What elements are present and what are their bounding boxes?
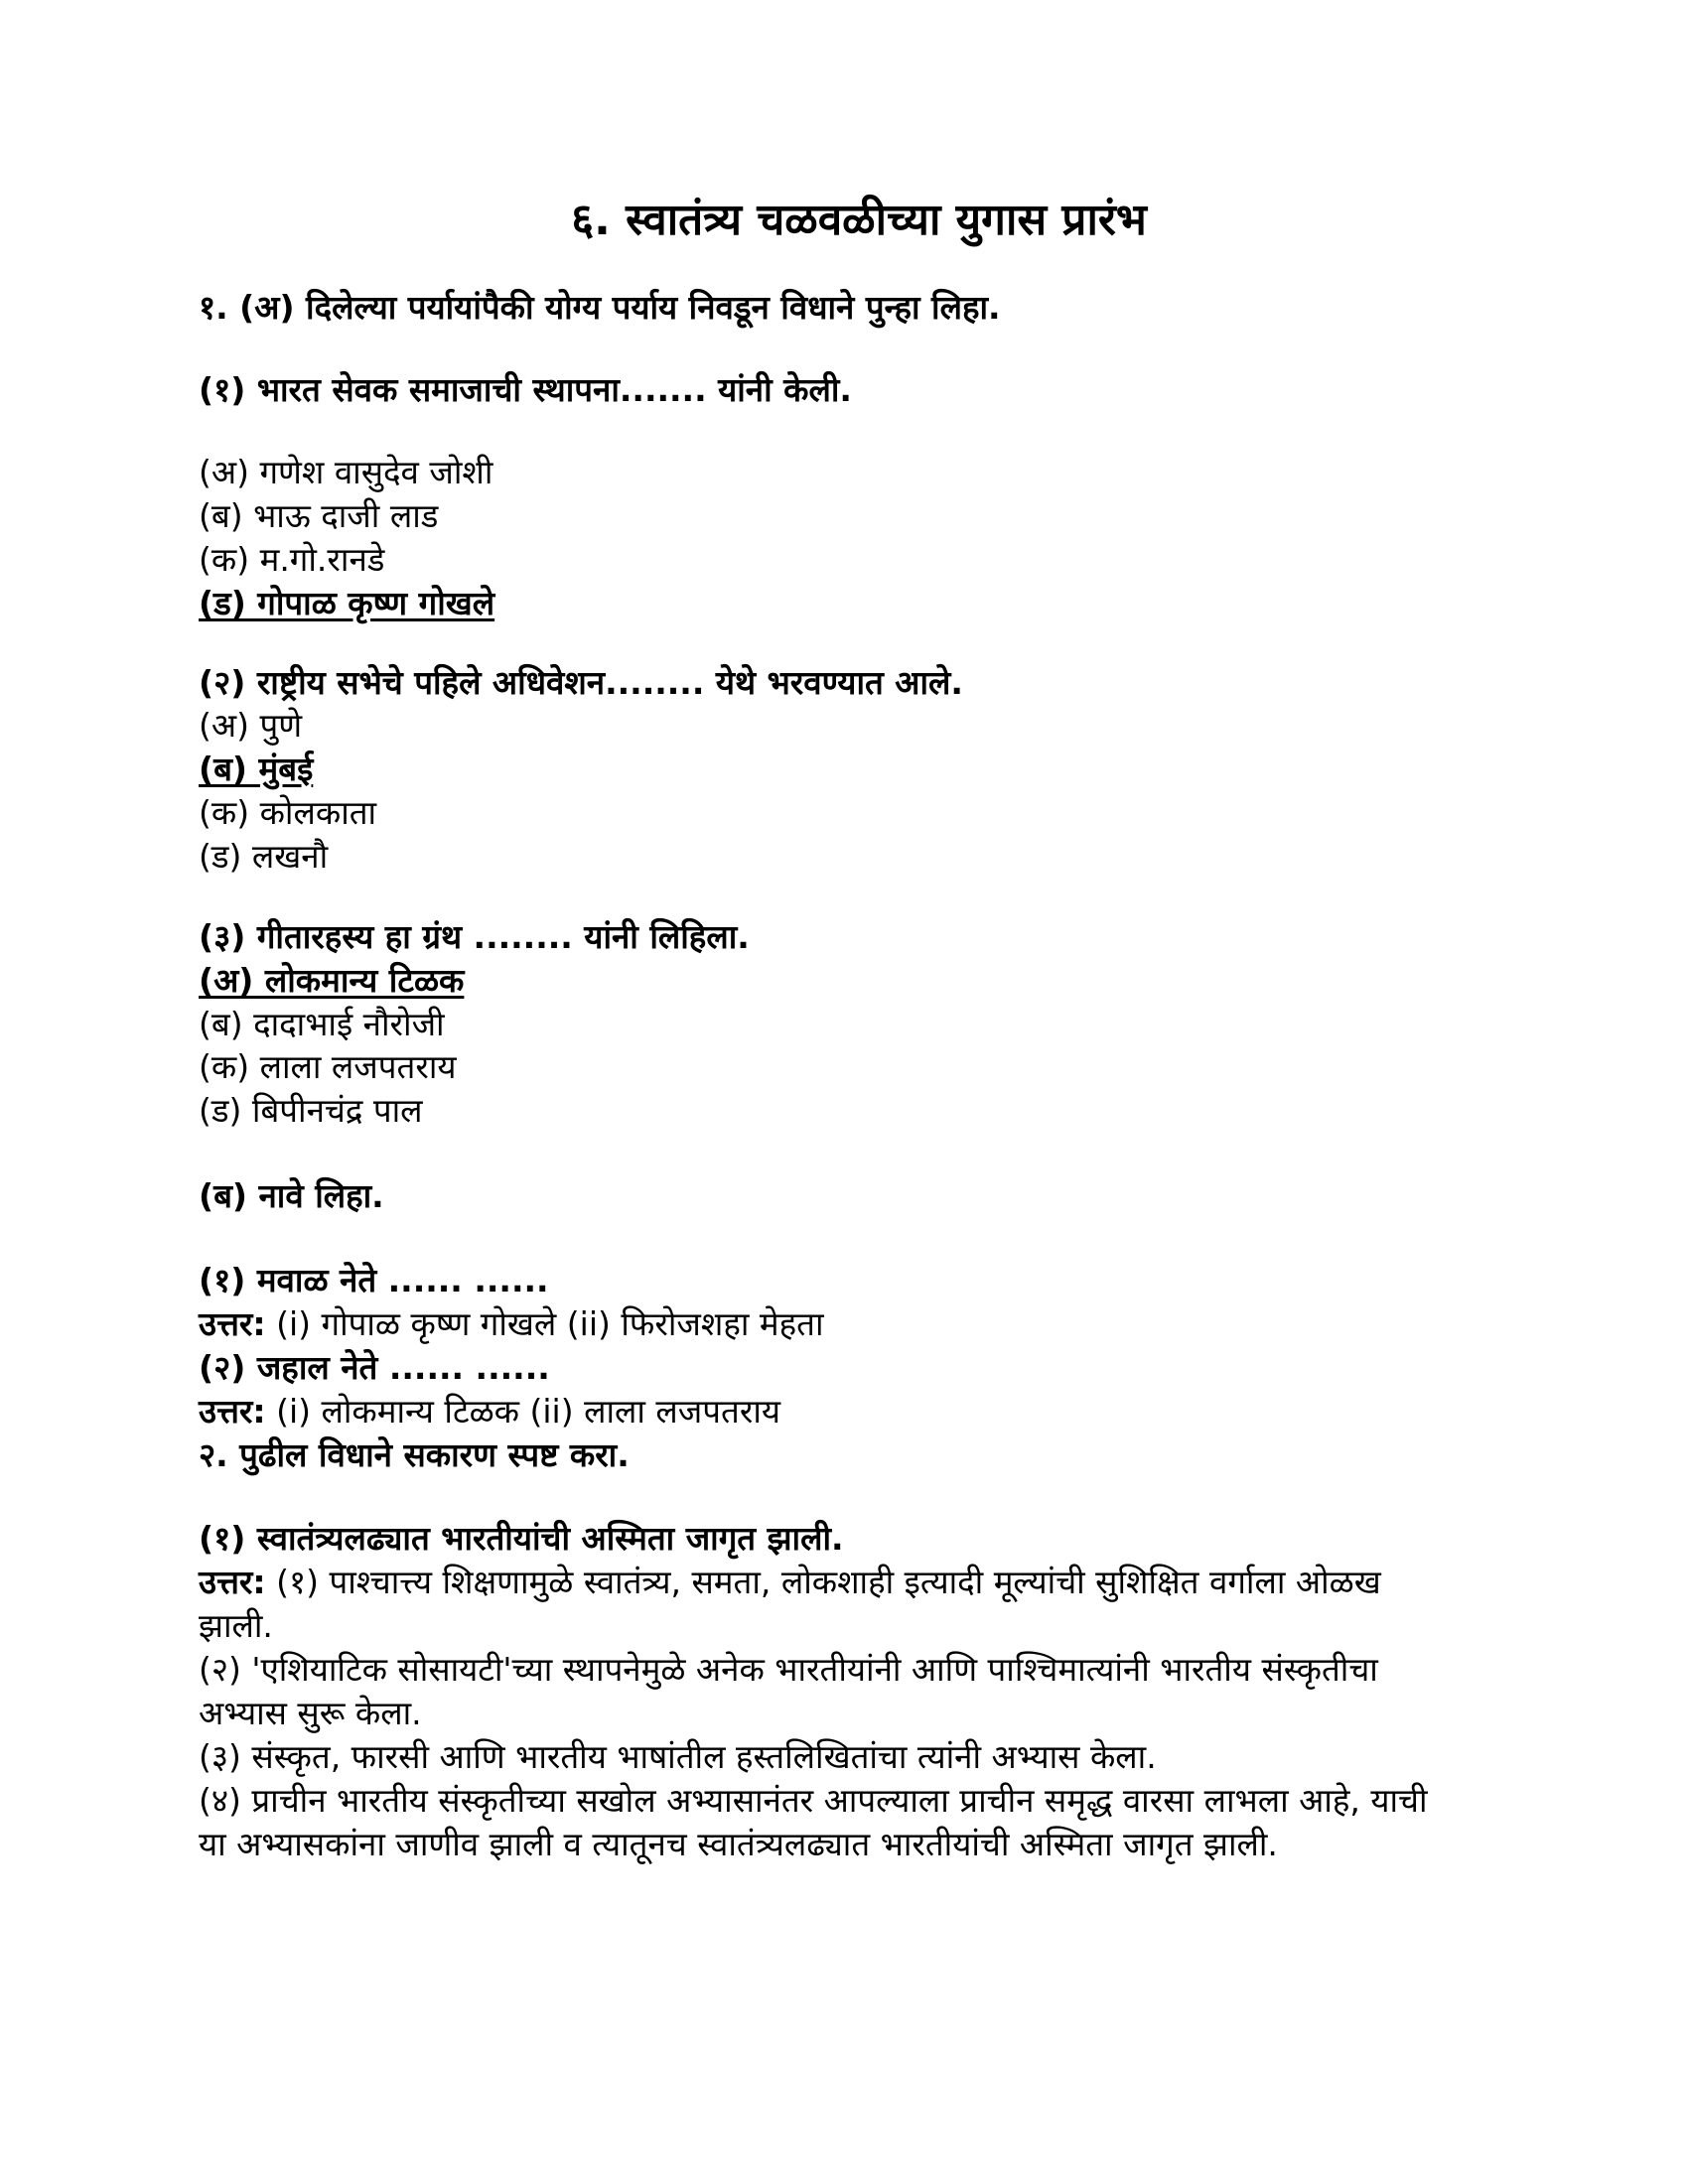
section-1a-heading: १. (अ) दिलेल्या पर्यायांपैकी योग्य पर्याय निवडून विधाने पुन्हा लिहा. [199, 288, 1001, 327]
reason-q1-answer-line-7: या अभ्यासकांना जाणीव झाली व त्यातूनच स्वातंत्र्यलढ्यात भारतीयांची अस्मिता जागृत झाली. [199, 1825, 1278, 1863]
section-1b-heading: (ब) नावे लिहा. [199, 1176, 384, 1215]
q1-correct-option: (ड) गोपाळ कृष्ण गोखले [199, 584, 495, 622]
q1-option-a: (अ) गणेश वासुदेव जोशी [199, 453, 493, 491]
answer-text: (i) लोकमान्य टिळक (ii) लाला लजपतराय [265, 1392, 780, 1431]
reason-q1-answer-line-6: (४) प्राचीन भारतीय संस्कृतीच्या सखोल अभ्यासानंतर आपल्याला प्राचीन समृद्ध वारसा लाभला आहे, याची [199, 1781, 1428, 1820]
reason-q1-answer-line-2: झाली. [199, 1606, 273, 1645]
worksheet-page [199, 0, 1519, 2184]
q2-question: (२) राष्ट्रीय सभेचे पहिले अधिवेशन........ येथे भरवण्यात आले. [199, 663, 963, 702]
names-q2-question: (२) जहाल नेते ...... ...... [199, 1348, 550, 1387]
q2-option-a: (अ) पुणे [199, 706, 303, 745]
q3-option-c: (क) लाला लजपतराय [199, 1047, 457, 1086]
q2-option-d: (ड) लखनौ [199, 837, 329, 876]
chapter-title: ६. स्वातंत्र्य चळवळीच्या युगास प्रारंभ [571, 195, 1147, 245]
q2-correct-option: (ब) मुंबई [199, 750, 314, 788]
q2-option-c: (क) कोलकाता [199, 793, 377, 832]
reason-q1-answer-line-1 [199, 1561, 1381, 1604]
names-q1-answer [199, 1302, 824, 1346]
reason-q1-answer-line-3: (२) 'एशियाटिक सोसायटी'च्या स्थापनेमुळे अनेक भारतीयांनी आणि पाश्चिमात्यांनी भारतीय संस्कृतीचा [199, 1650, 1378, 1689]
names-q2-answer [199, 1390, 780, 1433]
reason-q1-answer-line-5: (३) संस्कृत, फारसी आणि भारतीय भाषांतील हस्तलिखितांचा त्यांनी अभ्यास केला. [199, 1737, 1157, 1776]
q1-question: (१) भारत सेवक समाजाची स्थापना....... यांनी केली. [199, 370, 852, 409]
section-2-heading: २. पुढील विधाने सकारण स्पष्ट करा. [199, 1435, 630, 1474]
q3-option-d: (ड) बिपीनचंद्र पाल [199, 1091, 423, 1130]
q3-option-b: (ब) दादाभाई नौरोजी [199, 1005, 445, 1043]
q3-question: (३) गीतारहस्य हा ग्रंथ ........ यांनी लिहिला. [199, 917, 750, 956]
answer-label: उत्तर: [199, 1304, 266, 1343]
answer-text: (i) गोपाळ कृष्ण गोखले (ii) फिरोजशहा मेहता [265, 1304, 824, 1343]
q1-option-b: (ब) भाऊ दाजी लाड [199, 496, 439, 535]
names-q1-question: (१) मवाळ नेते ...... ...... [199, 1261, 549, 1299]
q3-correct-option: (अ) लोकमान्य टिळक [199, 961, 465, 1000]
answer-text: (१) पाश्चात्त्य शिक्षणामुळे स्वातंत्र्य, समता, लोकशाही इत्यादी मूल्यांची सुशिक्षित वर्गाला ओळख [265, 1563, 1381, 1601]
q1-option-c: (क) म.गो.रानडे [199, 540, 385, 579]
reason-q1-question: (१) स्वातंत्र्यलढ्यात भारतीयांची अस्मिता जागृत झाली. [199, 1519, 844, 1558]
reason-q1-answer-line-4: अभ्यास सुरू केला. [199, 1694, 422, 1732]
answer-label: उत्तर: [199, 1563, 266, 1601]
answer-label: उत्तर: [199, 1392, 266, 1431]
